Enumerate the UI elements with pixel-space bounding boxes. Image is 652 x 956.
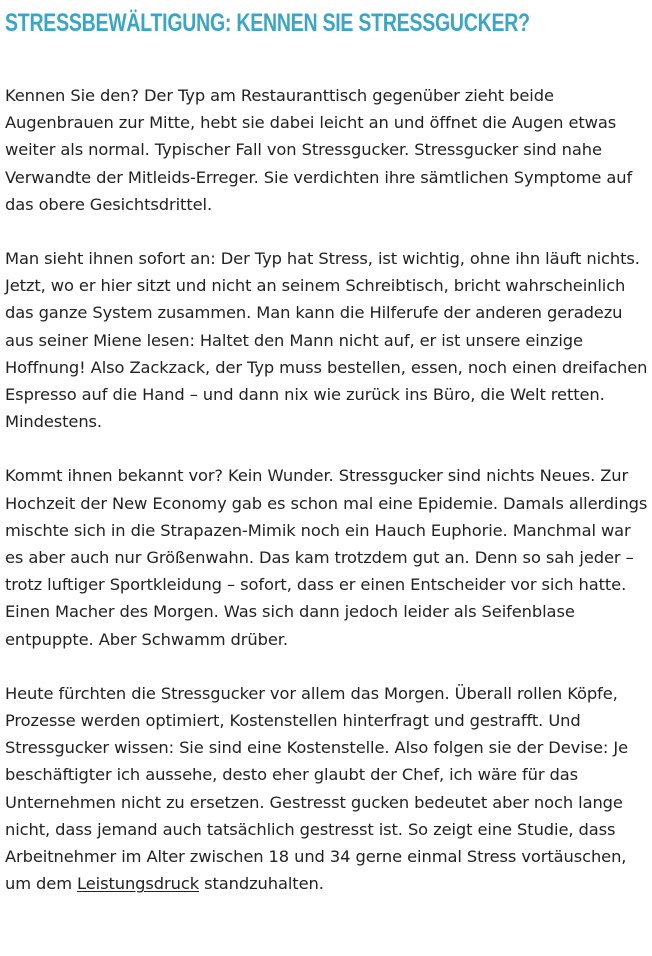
article-title: STRESSBEWÄLTIGUNG: KENNEN SIE STRESSGUCKER? [5,9,530,37]
paragraph-4-text-before-link: Heute fürchten die Stressgucker vor allem das Morgen. Überall rollen Köpfe, Prozesse werden optimiert, Kostenstellen hinterfragt und gestrafft. Und Stressgucker wissen: Sie sind eine Kostenstelle. Also folgen sie der Devise: Je beschäftigter ich aussehe, desto eher glaubt der Chef, ich wäre für das Unternehmen nicht zu ersetzen. Gestresst gucken bedeutet aber noch lange nicht, dass jemand auch tatsächlich gestresst ist. So zeigt eine Studie, dass Arbeitnehmer im Alter zwischen 18 und 34 gerne einmal Stress vortäuschen, um dem [5,683,628,894]
paragraph-3: Kommt ihnen bekannt vor? Kein Wunder. Stressgucker sind nichts Neues. Zur Hochzeit der New Economy gab es schon mal eine Epidemie. Damals allerdings mischte sich in die Strapazen-Mimik noch ein Hauch Euphorie. Manchmal war es aber auch nur Größenwahn. Das kam trotzdem gut an. Denn so sah jeder – trotz luftiger Sportkleidung – sofort, dass er einen Entscheider vor sich hatte. Einen Macher des Morgen. Was sich dann jedoch leider als Seifenblase entpuppte. Aber Schwamm drüber. [5,466,648,649]
paragraph-4 [5,680,650,898]
leistungsdruck-link[interactable]: Leistungsdruck [77,874,200,894]
paragraph-2: Man sieht ihnen sofort an: Der Typ hat Stress, ist wichtig, ohne ihn läuft nichts. Jetzt, wo er hier sitzt und nicht an seinem Schreibtisch, bricht wahrscheinlich das ganze System zusammen. Man kann die Hilferufe der anderen geradezu aus seiner Miene lesen: Haltet den Mann nicht auf, er ist unsere einzige Hoffnung! Also Zackzack, der Typ muss bestellen, essen, noch einen dreifachen Espresso auf die Hand – und dann nix wie zurück ins Büro, die Welt retten. Mindestens. [5,249,648,432]
paragraph-4-text-after-link: standzuhalten. [199,874,324,894]
paragraph-1: Kennen Sie den? Der Typ am Restauranttisch gegenüber zieht beide Augenbrauen zur Mitte, hebt sie dabei leicht an und öffnet die Augen etwas weiter als normal. Typischer Fall von Stressgucker. Stressgucker sind nahe Verwandte der Mitleids-Erreger. Sie verdichten ihre sämtlichen Symptome auf das obere Gesichtsdrittel. [5,86,633,214]
article-body [5,82,650,897]
article [5,0,650,924]
